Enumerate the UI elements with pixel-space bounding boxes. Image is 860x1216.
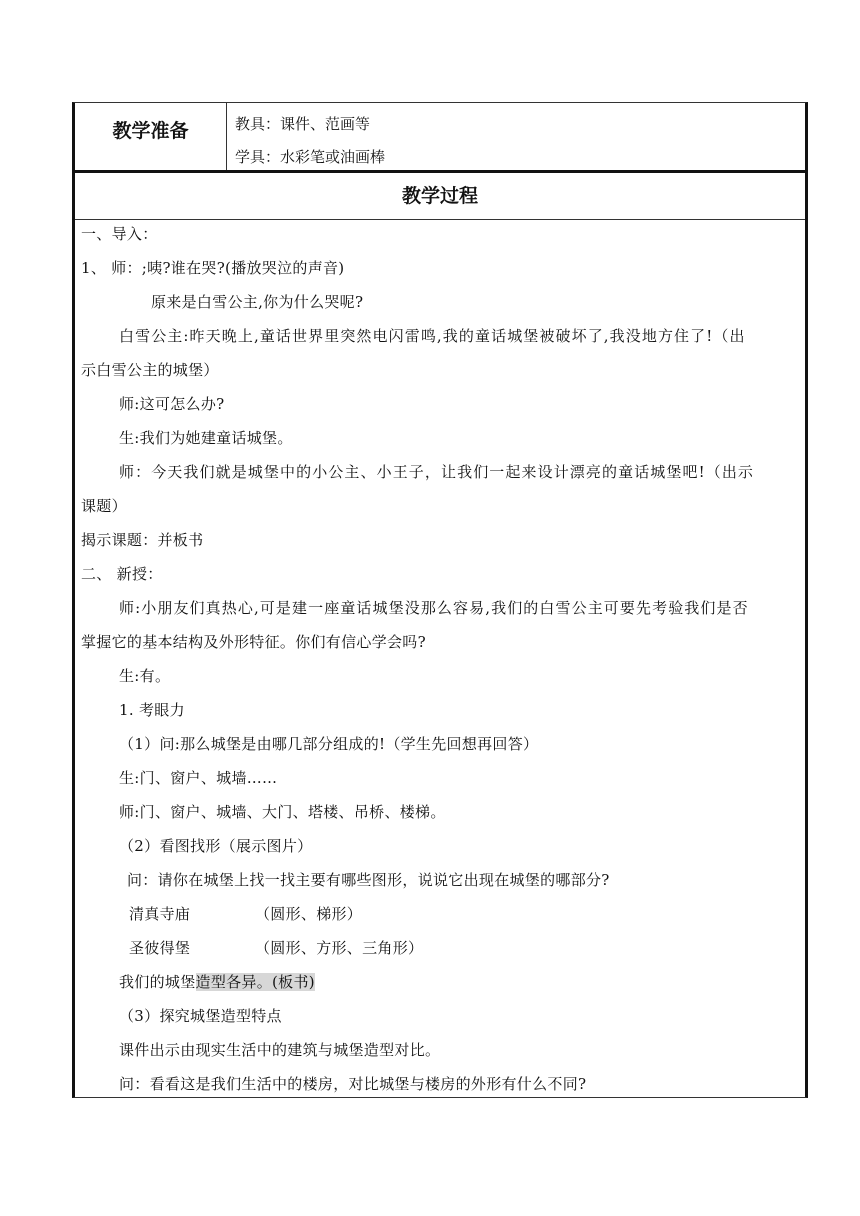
- text-line: 一、导入：: [81, 225, 158, 243]
- text-line: 课题）: [81, 497, 127, 515]
- text-line: 师:这可怎么办?: [119, 395, 225, 413]
- text-line: （3）探究城堡造型特点: [119, 1007, 282, 1025]
- text-line: 生:门、窗户、城墙……: [119, 769, 278, 787]
- teaching-preparation-row: [75, 103, 805, 173]
- text-line: 1. 考眼力: [119, 701, 185, 719]
- text-line: 问：请你在城堡上找一找主要有哪些图形，说说它出现在城堡的哪部分?: [127, 871, 610, 889]
- text-line: 课件出示由现实生活中的建筑与城堡造型对比。: [119, 1041, 441, 1059]
- text-line: 生:我们为她建童话城堡。: [119, 429, 293, 447]
- text-line: 师:门、窗户、城墙、大门、塔楼、吊桥、楼梯。: [119, 803, 446, 821]
- text-line: （1）问:那么城堡是由哪几部分组成的!（学生先回想再回答）: [119, 735, 539, 753]
- text-line: 原来是白雪公主,你为什么哭呢?: [151, 293, 364, 311]
- student-tools: 学具：水彩笔或油画棒: [235, 148, 386, 166]
- text-line: 白雪公主:昨天晚上,童话世界里突然电闪雷鸣,我的童话城堡被破坏了,我没地方住了!（出: [119, 327, 746, 345]
- text-line: 问：看看这是我们生活中的楼房，对比城堡与楼房的外形有什么不同?: [119, 1075, 587, 1093]
- text-line: 二、 新授：: [81, 565, 163, 583]
- text-line: 圣彼得堡: [129, 939, 191, 957]
- text-line: 1、 师：;咦?谁在哭?(播放哭泣的声音): [81, 259, 345, 277]
- highlighted-board-text: 造型各异。(板书): [195, 973, 315, 991]
- teaching-preparation-label: 教学准备: [75, 103, 227, 170]
- text-line: 生:有。: [119, 667, 171, 685]
- text-line: （2）看图找形（展示图片）: [119, 837, 313, 855]
- text-line: [119, 972, 315, 992]
- teacher-tools: 教具：课件、范画等: [235, 115, 371, 133]
- lesson-plan-table: [72, 102, 808, 1098]
- text-line: 示白雪公主的城堡）: [81, 361, 219, 379]
- text-line: （圆形、方形、三角形）: [255, 939, 424, 957]
- text-line: 师：今天我们就是城堡中的小公主、小王子，让我们一起来设计漂亮的童话城堡吧!（出示: [119, 463, 755, 481]
- text-line: 清真寺庙: [129, 905, 191, 923]
- text-line: 揭示课题：并板书: [81, 531, 204, 549]
- teaching-process-header: 教学过程: [75, 173, 805, 220]
- text-line: 师:小朋友们真热心,可是建一座童话城堡没那么容易,我们的白雪公主可要先考验我们是否: [119, 599, 749, 617]
- text-line: 掌握它的基本结构及外形特征。你们有信心学会吗?: [81, 633, 426, 651]
- text-line: （圆形、梯形）: [255, 905, 363, 923]
- text-segment: 我们的城堡: [119, 973, 196, 991]
